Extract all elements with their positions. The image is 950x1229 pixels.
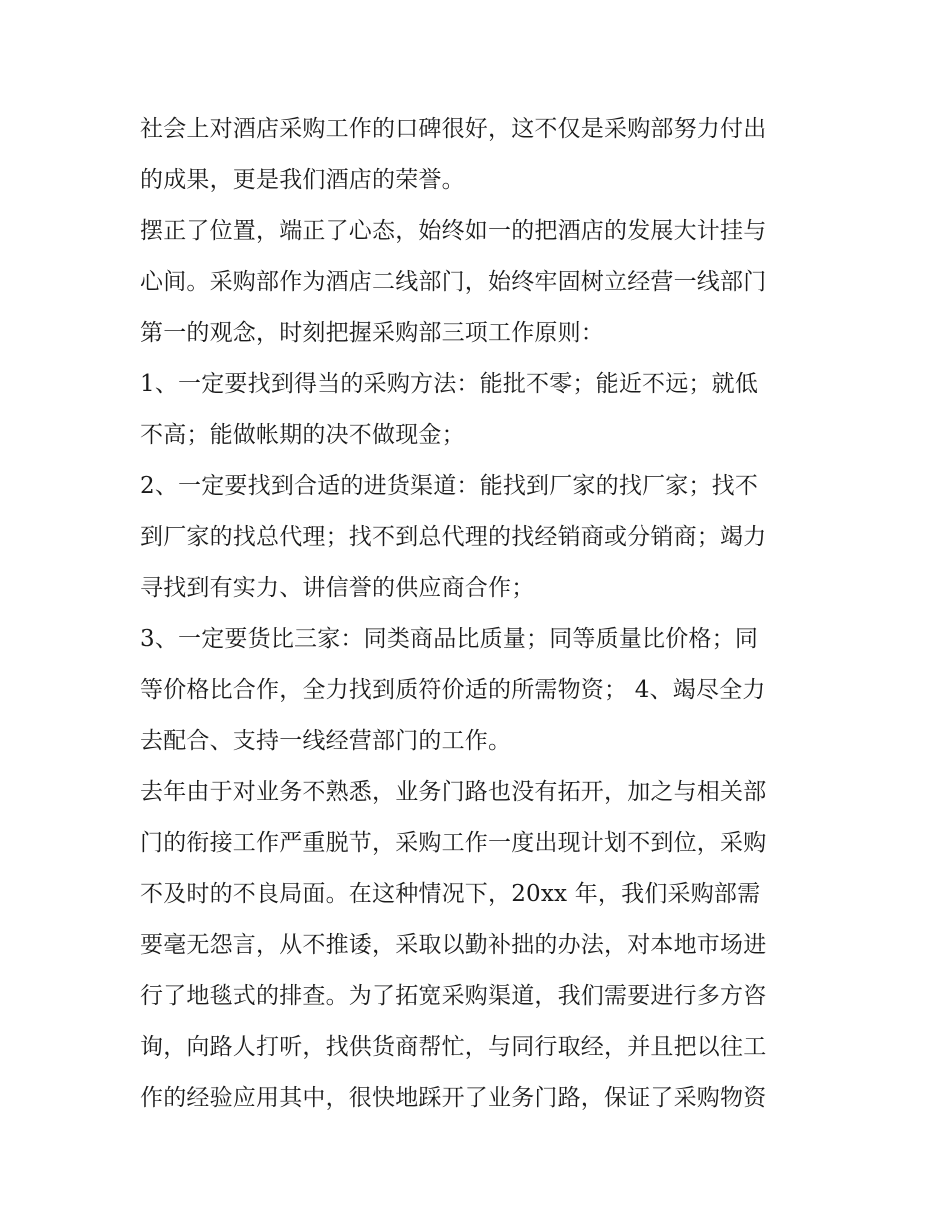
text-line: 寻找到有实力、讲信誉的供应商合作； (140, 575, 535, 601)
text-line: 询，向路人打听，找供货商帮忙，与同行取经，并且把以往工 (140, 1034, 767, 1060)
text-line: 行了地毯式的排查。为了拓宽采购渠道，我们需要进行多方咨 (140, 983, 767, 1009)
text-line: 1、一定要找到得当的采购方法：能批不零；能近不远；就低 (140, 371, 759, 397)
text-line: 第一的观念，时刻把握采购部三项工作原则： (140, 320, 604, 346)
text-line: 到厂家的找总代理；找不到总代理的找经销商或分销商；竭力 (140, 524, 767, 550)
text-line: 2、一定要找到合适的进货渠道：能找到厂家的找厂家；找不 (140, 473, 759, 499)
text-line: 的成果，更是我们酒店的荣誉。 (140, 167, 465, 193)
text-line: 去年由于对业务不熟悉，业务门路也没有拓开，加之与相关部 (140, 779, 767, 805)
text-line: 心间。采购部作为酒店二线部门，始终牢固树立经营一线部门 (140, 269, 767, 295)
text-line: 去配合、支持一线经营部门的工作。 (140, 728, 512, 754)
document-body (140, 104, 815, 1124)
text-line: 不高；能做帐期的决不做现金； (140, 422, 465, 448)
text-line: 3、一定要货比三家：同类商品比质量；同等质量比价格；同 (140, 626, 759, 652)
text-line: 社会上对酒店采购工作的口碑很好，这不仅是采购部努力付出 (140, 116, 767, 142)
text-line: 摆正了位置，端正了心态，始终如一的把酒店的发展大计挂与 (140, 218, 767, 244)
text-line: 要毫无怨言，从不推诿，采取以勤补拙的办法，对本地市场进 (140, 932, 767, 958)
text-line: 等价格比合作，全力找到质符价适的所需物资； 4、竭尽全力 (140, 677, 766, 703)
text-line: 门的衔接工作严重脱节，采购工作一度出现计划不到位，采购 (140, 830, 767, 856)
text-line: 不及时的不良局面。在这种情况下，20xx 年，我们采购部需 (140, 881, 761, 907)
text-line: 作的经验应用其中，很快地踩开了业务门路，保证了采购物资 (140, 1085, 767, 1111)
